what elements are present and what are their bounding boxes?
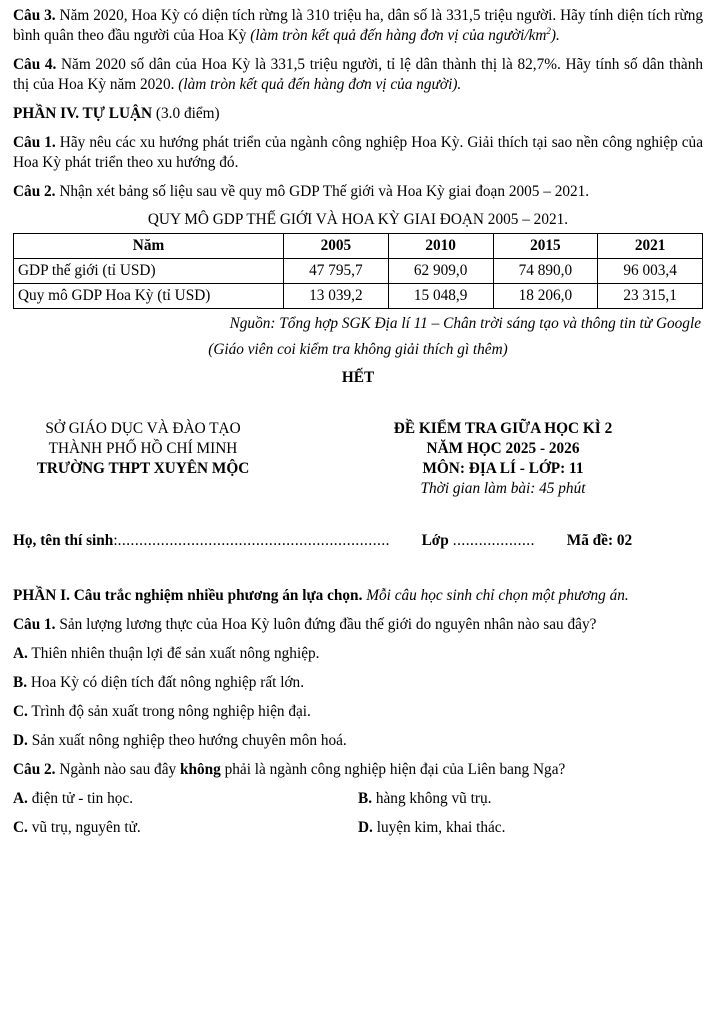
essay-question-2 <box>13 182 703 202</box>
mc-1-option-d[interactable] <box>13 731 703 751</box>
part-4-heading <box>13 104 703 124</box>
table-cell: 47 795,7 <box>284 259 389 284</box>
exam-header <box>13 419 703 503</box>
exam-page <box>13 6 703 838</box>
school-name: TRƯỜNG THPT XUYÊN MỘC <box>36 460 250 477</box>
school-year: NĂM HỌC 2025 - 2026 <box>426 440 580 457</box>
table-cell: 23 315,1 <box>598 284 703 309</box>
table-row <box>14 284 703 309</box>
question-4 <box>13 55 703 95</box>
exam-code: Mã đề: 02 <box>566 532 633 549</box>
mc-question-2-post: phải là ngành công nghiệp hiện đại của Liên bang Nga? <box>220 761 566 778</box>
question-3-superscript: 2 <box>546 25 551 36</box>
question-3 <box>13 6 703 46</box>
question-4-note: (làm tròn kết quả đến hàng đơn vị của người). <box>178 76 462 93</box>
table-row <box>14 259 703 284</box>
table-header-cell: 2015 <box>493 234 598 259</box>
question-3-text: Năm 2020, Hoa Kỳ có diện tích rừng là 310 triệu ha, dân số là 331,5 triệu người. Hãy tính diện tích rừng bình quân theo đầu người của Hoa Kỳ <box>13 7 703 44</box>
option-text: hàng không vũ trụ. <box>372 790 492 807</box>
option-text: luyện kim, khai thác. <box>372 819 506 836</box>
option-letter: B. <box>358 790 373 807</box>
option-letter: C. <box>13 819 28 836</box>
question-3-note <box>250 27 560 44</box>
exam-title: ĐỀ KIỂM TRA GIỮA HỌC KÌ 2 <box>393 420 613 437</box>
option-text: Thiên nhiên thuận lợi để sản xuất nông nghiệp. <box>27 645 320 662</box>
essay-question-1-text: Hãy nêu các xu hướng phát triển của ngành công nghiệp Hoa Kỳ. Giải thích tại sao nền công nghiệp của Hoa Kỳ phát triển theo xu hướng đó. <box>13 134 703 171</box>
table-header-cell: 2010 <box>388 234 493 259</box>
option-text: vũ trụ, nguyên tử. <box>27 819 141 836</box>
table-header-cell: 2021 <box>598 234 703 259</box>
mc-2-option-b[interactable] <box>358 789 703 809</box>
question-3-note-text: (làm tròn kết quả đến hàng đơn vị của người/km <box>250 27 547 44</box>
student-name-field[interactable]: ............................................................... <box>117 532 390 549</box>
subject-grade: MÔN: ĐỊA LÍ - LỚP: 11 <box>422 460 584 477</box>
mc-question-2-emphasis: không <box>179 761 221 778</box>
class-field[interactable]: ................... <box>452 532 535 549</box>
mc-question-1-label: Câu 1. <box>13 616 56 633</box>
essay-question-1-label: Câu 1. <box>13 134 56 151</box>
option-letter: B. <box>13 674 28 691</box>
option-text: Sản xuất nông nghiệp theo hướng chuyên môn hoá. <box>27 732 347 749</box>
department-name: SỞ GIÁO DỤC VÀ ĐÀO TẠO <box>45 420 241 437</box>
option-letter: D. <box>358 819 373 836</box>
mc-question-2-pre: Ngành nào sau đây <box>55 761 180 778</box>
mc-question-1 <box>13 615 703 635</box>
teacher-note: (Giáo viên coi kiểm tra không giải thích gì thêm) <box>208 341 508 358</box>
mc-2-option-d[interactable] <box>358 818 703 838</box>
mc-2-options-row-2 <box>13 818 703 838</box>
essay-question-2-text: Nhận xét bảng số liệu sau về quy mô GDP Thế giới và Hoa Kỳ giai đoạn 2005 – 2021. <box>55 183 590 200</box>
table-cell: 18 206,0 <box>493 284 598 309</box>
table-cell: 96 003,4 <box>598 259 703 284</box>
part-4-title: PHẦN IV. TỰ LUẬN <box>13 105 153 122</box>
end-marker: HẾT <box>341 369 375 386</box>
table-cell: 13 039,2 <box>284 284 389 309</box>
school-info <box>13 419 273 479</box>
student-name-colon: : <box>113 532 118 549</box>
mc-1-option-c[interactable] <box>13 702 703 722</box>
option-text: điện tử - tin học. <box>27 790 134 807</box>
mc-question-2 <box>13 760 703 780</box>
option-letter: A. <box>13 645 28 662</box>
part-1-instruction: Mỗi câu học sinh chỉ chọn một phương án. <box>362 587 629 604</box>
mc-1-option-b[interactable] <box>13 673 703 693</box>
mc-1-option-a[interactable] <box>13 644 703 664</box>
part-4-points: (3.0 điểm) <box>152 105 220 122</box>
table-cell: GDP thế giới (tỉ USD) <box>14 259 284 284</box>
option-letter: C. <box>13 703 28 720</box>
part-1-heading <box>13 586 703 606</box>
table-header-row <box>14 234 703 259</box>
exam-duration: Thời gian làm bài: 45 phút <box>420 480 586 497</box>
table-source: Nguồn: Tổng hợp SGK Địa lí 11 – Chân trời sáng tạo và thông tin từ Google <box>229 315 701 332</box>
gdp-table <box>13 233 703 309</box>
mc-question-1-text: Sản lượng lương thực của Hoa Kỳ luôn đứng đầu thế giới do nguyên nhân nào sau đây? <box>55 616 597 633</box>
option-letter: D. <box>13 732 28 749</box>
table-cell: Quy mô GDP Hoa Kỳ (tỉ USD) <box>14 284 284 309</box>
question-3-note-end: ). <box>550 27 560 44</box>
table-cell: 74 890,0 <box>493 259 598 284</box>
table-header-cell: Năm <box>14 234 284 259</box>
table-cell: 62 909,0 <box>388 259 493 284</box>
option-text: Trình độ sản xuất trong nông nghiệp hiện đại. <box>27 703 311 720</box>
city-name: THÀNH PHỐ HỒ CHÍ MINH <box>48 440 238 457</box>
mc-2-option-c[interactable] <box>13 818 358 838</box>
essay-question-2-label: Câu 2. <box>13 183 56 200</box>
question-4-text: Năm 2020 số dân của Hoa Kỳ là 331,5 triệu người, tỉ lệ dân thành thị là 82,7%. Hãy tính số dân thành thị của Hoa Kỳ năm 2020. <box>13 56 703 93</box>
table-title: QUY MÔ GDP THẾ GIỚI VÀ HOA KỲ GIAI ĐOẠN 2005 – 2021. <box>147 211 569 228</box>
student-info-line <box>13 531 703 551</box>
exam-info <box>353 419 653 499</box>
mc-2-options-row-1 <box>13 789 703 809</box>
mc-2-option-a[interactable] <box>13 789 358 809</box>
table-header-cell: 2005 <box>284 234 389 259</box>
student-name-label: Họ, tên thí sinh <box>13 532 114 549</box>
part-1-title: PHẦN I. Câu trắc nghiệm nhiều phương án lựa chọn. <box>13 587 363 604</box>
option-text: Hoa Kỳ có diện tích đất nông nghiệp rất lớn. <box>27 674 305 691</box>
question-3-label: Câu 3. <box>13 7 56 24</box>
mc-question-2-label: Câu 2. <box>13 761 56 778</box>
question-4-label: Câu 4. <box>13 56 57 73</box>
class-label: Lớp <box>421 532 449 549</box>
table-cell: 15 048,9 <box>388 284 493 309</box>
option-letter: A. <box>13 790 28 807</box>
essay-question-1 <box>13 133 703 173</box>
